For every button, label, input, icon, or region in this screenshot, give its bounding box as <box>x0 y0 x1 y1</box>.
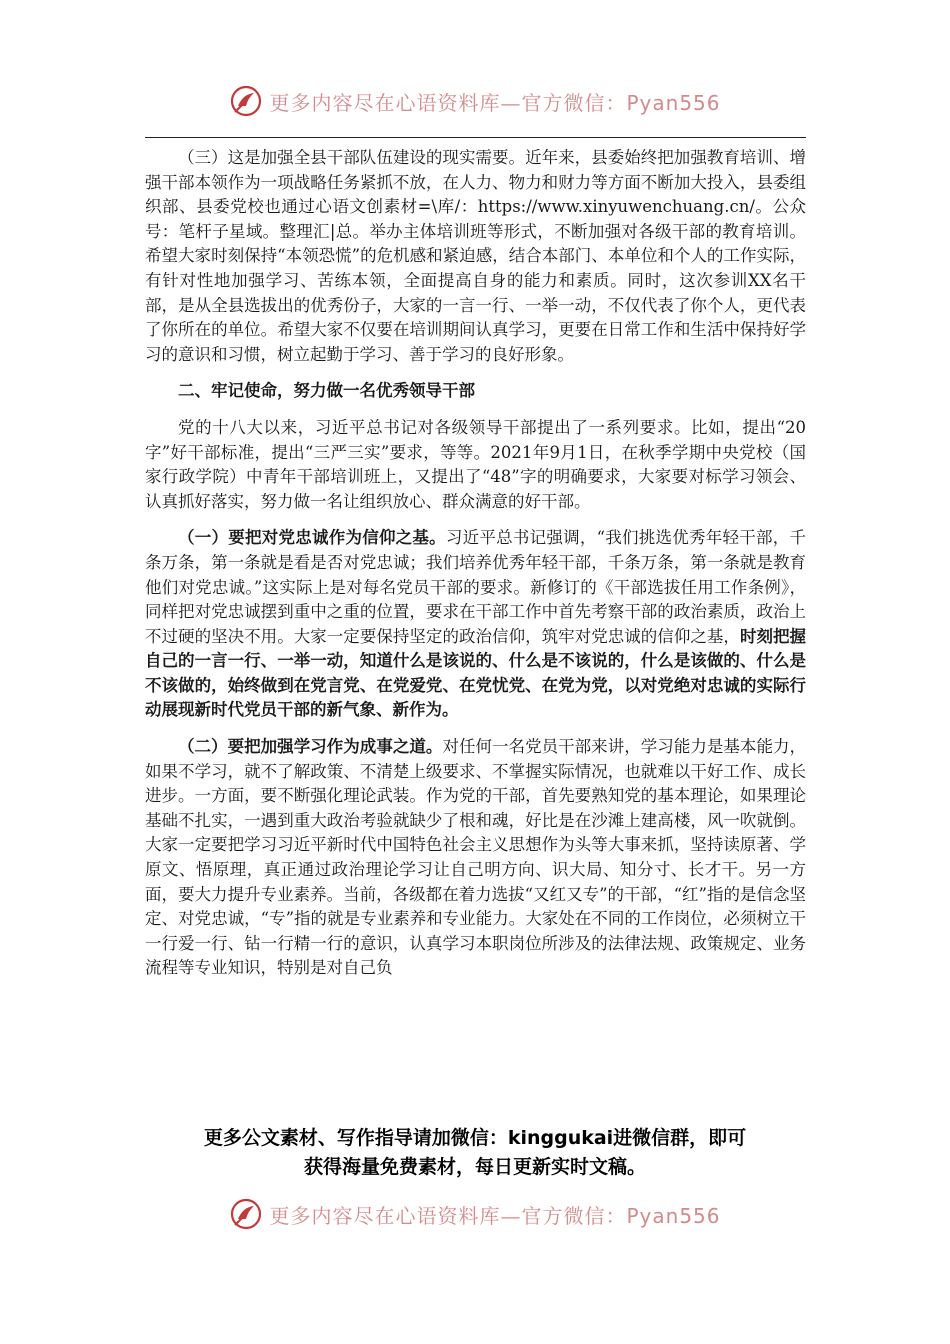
paragraph-4 <box>145 735 806 981</box>
banner-text <box>269 87 720 116</box>
promo-line-1: 更多公文素材、写作指导请加微信：kinggukai进微信群，即可 <box>203 1127 747 1149</box>
brand-logo-icon <box>229 84 263 118</box>
brand-logo-icon <box>229 1197 263 1231</box>
paragraph-1: （三）这是加强全县干部队伍建设的现实需要。近年来，县委始终把加强教育培训、增强干部本领作为一项战略任务紧抓不放，在人力、物力和财力等方面不断加大投入，县委组织部、县委党校也通过心语文创素材=\库/：https://www.xinyuwenchuang.cn/。公众号：笔杆子星域。整理汇|总。举办主体培训班等形式，不断加强对各级干部的教育培训。希望大家时刻保持“本领恐慌”的危机感和紧迫感，结合本部门、本单位和个人的工作实际，有针对性地加强学习、苦练本领，全面提高自身的能力和素质。同时，这次参训XX名干部，是从全县选拔出的优秀份子，大家的一言一行、一举一动，不仅代表了你个人，更代表了你所在的单位。希望大家不仅要在培训期间认真学习，更要在日常工作和生活中保持好学习的意识和习惯，树立起勤于学习、善于学习的良好形象。 <box>145 148 806 364</box>
paragraph-3-emphasis: 时刻把握自己的一言一行、一举一动，知道什么是该说的、什么是不该说的，什么是该做的、什么是不该做的，始终做到在党言党、在党爱党、在党忧党、在党为党，以对党绝对忠诚的实际行动展现新时代党员干部的新气象、新作为。 <box>145 626 807 720</box>
paragraph-4-text: 对任何一名党员干部来讲，学习能力是基本能力，如果不学习，就不了解政策、不清楚上级要求、不掌握实际情况，也就难以干好工作、成长进步。一方面，要不断强化理论武装。作为党的干部，首先要熟知党的基本理论，如果理论基础不扎实，一遇到重大政治考验就缺少了根和魂，好比是在沙滩上建高楼，风一吹就倒。大家一定要把学习习近平新时代中国特色社会主义思想作为头等大事来抓，坚持读原著、学原文、悟原理，真正通过政治理论学习让自己明方向、识大局、知分寸、长才干。另一方面，要大力提升专业素养。当前，各级都在着力选拔“又红又专”的干部，“红”指的是信念坚定、对党忠诚，“专”指的就是专业素养和专业能力。大家处在不同的工作岗位，必须树立干一行爱一行、钻一行精一行的意识，认真学习本职岗位所涉及的法律法规、政策规定、业务流程等专业知识，特别是对自己负 <box>145 737 807 978</box>
promo-notice <box>120 1124 830 1182</box>
paragraph-4-lead: （二）要把加强学习作为成事之道。 <box>178 737 443 757</box>
paragraph-3-lead: （一）要把对党忠诚作为信仰之基。 <box>178 528 446 548</box>
paragraph-3-text: 习近平总书记强调，“我们挑选优秀年轻干部，千条万条，第一条就是看是否对党忠诚；我们培养优秀年轻干部，千条万条，第一条就是教育他们对党忠诚。”这实际上是对每名党员干部的要求。新修订的《干部选拔任用工作条例》，同样把对党忠诚摆到重中之重的位置，要求在干部工作中首先考察干部的政治素质，政治上不过硬的坚决不用。大家一定要保持坚定的政治信仰，筑牢对党忠诚的信仰之基， <box>145 528 807 646</box>
banner-label: 更多内容尽在心语资料库—官方微信： <box>269 1203 627 1228</box>
header-banner <box>0 79 950 123</box>
promo-line-2: 获得海量免费素材，每日更新实时文稿。 <box>303 1156 646 1178</box>
banner-label: 更多内容尽在心语资料库—官方微信： <box>269 90 627 115</box>
footer-banner <box>0 1192 950 1236</box>
paragraph-2: 党的十八大以来，习近平总书记对各级领导干部提出了一系列要求。比如，提出“20字”好干部标准，提出“三严三实”要求，等等。2021年9月1日，在秋季学期中央党校（国家行政学院）中青年干部培训班上，又提出了“48”字的明确要求，大家要对标学习领会、认真抓好落实，努力做一名让组织放心、群众满意的好干部。 <box>145 417 806 511</box>
banner-text <box>269 1200 720 1229</box>
document-body <box>145 146 806 993</box>
banner-wechat-id: Pyan556 <box>626 90 721 115</box>
header-divider <box>145 137 806 138</box>
banner-wechat-id: Pyan556 <box>626 1203 721 1228</box>
paragraph-3 <box>145 526 806 723</box>
section-heading-2: 二、牢记使命，努力做一名优秀领导干部 <box>178 381 475 401</box>
